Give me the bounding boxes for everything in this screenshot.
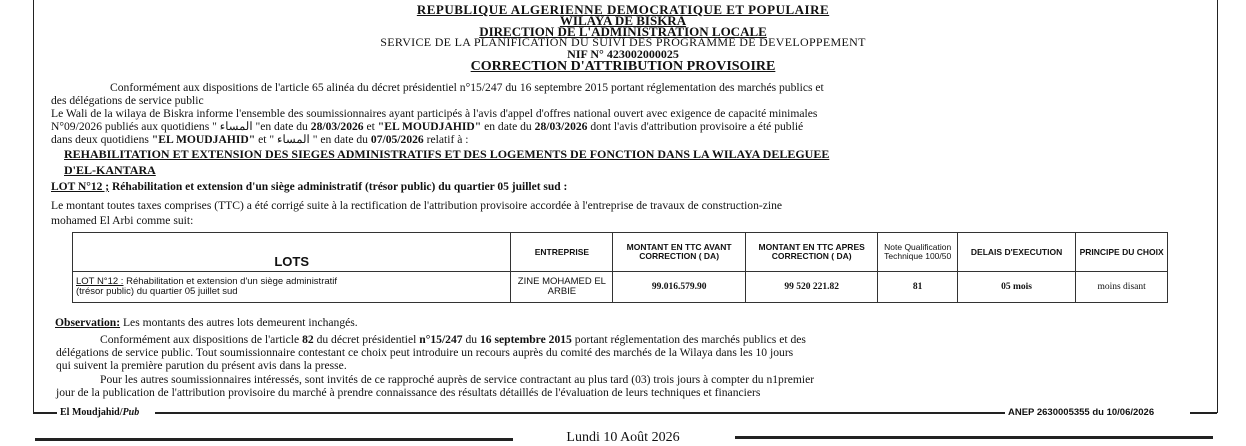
header-note: Note Qualification Technique 100/50 <box>878 233 958 272</box>
obs-para-2: délégations de service public. Tout soumissionnaire contestant ce choix peut introduire un recours auprès du comité des marchés de la Wilaya dans les 10 jours <box>56 346 794 359</box>
lot-description: Réhabilitation et extension d'un siège administratif (trésor public) du quartier 05 juillet sud : <box>111 181 568 193</box>
publication-date: Lundi 10 Août 2026 <box>566 430 680 445</box>
header-republic: REPUBLIQUE ALGERIENNE DEMOCRATIQUE ET POPULAIRE <box>416 2 830 17</box>
lot-heading <box>51 182 567 194</box>
cell-entreprise: ZINE MOHAMED EL ARBIE <box>511 272 613 303</box>
intro-l4b: 28/03/2026 <box>310 120 364 133</box>
intro-line-5 <box>51 134 468 146</box>
lot-label: LOT N°12 ; <box>51 181 110 193</box>
obs-p1f: 16 septembre 2015 <box>479 333 572 346</box>
cell-montant-avant: 99.016.579.90 <box>613 272 746 303</box>
footer-source-name: El Moudjahid/ <box>60 407 123 418</box>
cell-principe: moins disant <box>1076 272 1168 303</box>
intro-l5a: dans deux quotidiens <box>51 133 149 146</box>
footer-anep: ANEP 2630005355 du 10/06/2026 <box>1008 407 1155 418</box>
intro-l5b: "EL MOUDJAHID" <box>151 133 256 146</box>
obs-p1g: portant réglementation des marchés publics et des <box>574 333 806 346</box>
intro-l5d: 07/05/2026 <box>370 133 424 146</box>
intro-l4a: N°09/2026 publiés aux quotidiens " المساء "en date du <box>51 120 308 133</box>
cell-lot <box>73 272 511 303</box>
intro-l4f: 28/03/2026 <box>534 120 588 133</box>
header-principe: PRINCIPE DU CHOIX <box>1076 233 1168 272</box>
intro-l4c: et <box>366 120 375 133</box>
cell-lot-desc-a: Réhabilitation et extension d'un siège administratif <box>126 275 338 287</box>
intro-line-3: Le Wali de la wilaya de Biskra informe l'ensemble des soumissionnaires ayant participés à l'avis d'appel d'offres national ouvert avec exigence de capacité minimales <box>51 107 818 120</box>
header-wilaya: WILAYA DE BISKRA <box>559 13 687 28</box>
header-montant-apres: MONTANT EN TTC APRES CORRECTION ( DA) <box>745 233 878 272</box>
header-direction: DIRECTION DE L'ADMINISTRATION LOCALE <box>479 24 767 39</box>
footer-source <box>60 408 139 418</box>
header-montant-avant: MONTANT EN TTC AVANT CORRECTION ( DA) <box>613 233 746 272</box>
obs-p1b: 82 <box>302 333 314 346</box>
obs-p1e: du <box>465 333 478 346</box>
obs-p1d: n°15/247 <box>419 333 463 346</box>
notice-title: CORRECTION D'ATTRIBUTION PROVISOIRE <box>470 59 776 74</box>
cell-lot-label: LOT N°12 : <box>76 275 124 287</box>
cell-montant-apres: 99 520 221.82 <box>745 272 878 303</box>
observation-label: Observation: <box>55 316 121 329</box>
obs-para-1 <box>100 334 806 346</box>
header-service: SERVICE DE LA PLANIFICATION DU SUIVI DES PROGRAMME DE DEVELOPPEMENT <box>380 35 866 49</box>
intro-l4d: "EL MOUDJAHID" <box>377 120 482 133</box>
footer-rule-left-short <box>33 412 57 414</box>
header-entreprise: ENTREPRISE <box>511 233 613 272</box>
footer-source-pub: Pub <box>122 407 140 418</box>
intro-l5c: et " المساء " en date du <box>258 133 368 146</box>
attribution-table <box>72 232 1168 303</box>
observation-text: Les montants des autres lots demeurent inchangés. <box>122 316 358 329</box>
table-header-row <box>73 233 1168 272</box>
intro-line-4 <box>51 121 803 133</box>
header-delais: DELAIS D'EXECUTION <box>957 233 1075 272</box>
project-title-1: REHABILITATION ET EXTENSION DES SIEGES ADMINISTRATIFS ET DES LOGEMENTS DE FONCTION DANS LA WILAYA DELEGUEE <box>64 147 830 161</box>
footer-rule-middle <box>155 412 1005 414</box>
cell-lot-desc-b: (trésor public) du quartier 05 juillet sud <box>76 286 238 297</box>
intro-l4e: en date du <box>484 120 532 133</box>
obs-p1c: du décret présidentiel <box>316 333 417 346</box>
cell-delais: 05 mois <box>957 272 1075 303</box>
header-lots: LOTS <box>73 233 511 272</box>
cell-note: 81 <box>878 272 958 303</box>
obs-para-3: qui suivent la première parution du présent avis dans la presse. <box>56 359 347 372</box>
footer-rule-right-short <box>1190 412 1217 414</box>
table-row <box>73 272 1168 303</box>
obs-para-4: Pour les autres soumissionnaires intéressés, sont invités de ce rapproché auprès de service contractant au plus tard (03) trois jours à compter du n1premier <box>100 373 815 386</box>
correction-line-1: Le montant toutes taxes comprises (TTC) a été corrigé suite à la rectification de l'attribution provisoire accordée à l'entreprise de travaux de construction-zine <box>51 199 783 212</box>
correction-line-2: mohamed El Arbi comme suit: <box>51 214 194 227</box>
intro-line-2: des délégations de service public <box>51 94 204 107</box>
project-title-2: D'EL-KANTARA <box>64 163 156 177</box>
intro-l4g: dont l'avis d'attribution provisoire a été publié <box>590 120 804 133</box>
obs-p1a: Conformément aux dispositions de l'article <box>100 333 300 346</box>
date-rule-right <box>735 436 1213 439</box>
intro-line-1: Conformément aux dispositions de l'article 65 alinéa du décret présidentiel n°15/247 du 16 septembre 2015 portant réglementation des marchés publics et <box>110 81 824 94</box>
observation-line <box>55 317 358 329</box>
intro-l5e: relatif à : <box>426 133 469 146</box>
header-nif: NIF N° 423002000025 <box>567 47 679 61</box>
obs-para-5: jour de la publication de l'attribution provisoire du marché à prendre connaissance des résultats détaillés de l'évaluation de leurs techniques et financiers <box>56 386 761 399</box>
